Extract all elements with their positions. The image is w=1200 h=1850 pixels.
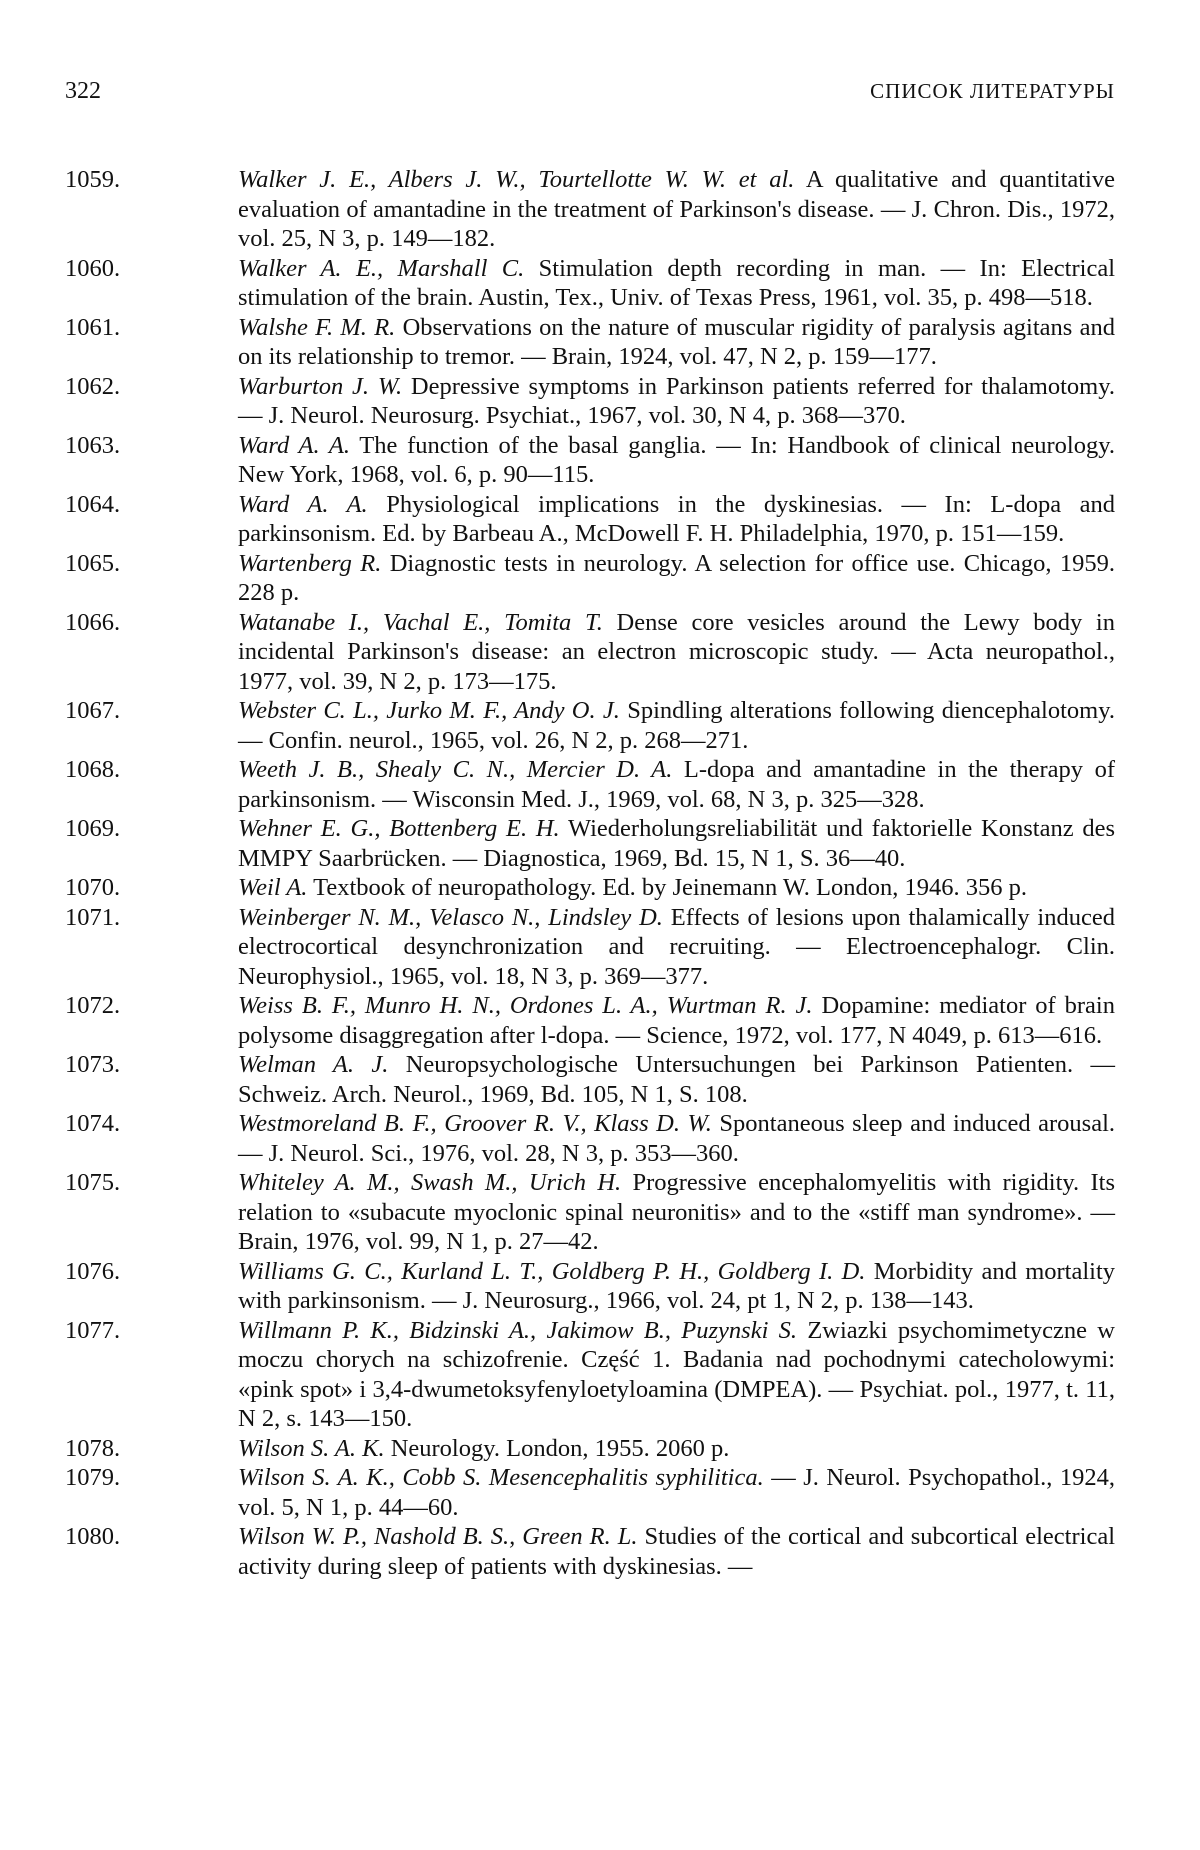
reference-body (238, 1463, 1115, 1522)
reference-item: 1065. Wartenberg R. Diagnostic tests in neurology. A selection for office use. Chicago, 1959. 228 p. (65, 549, 1115, 606)
reference-item: 1066. Watanabe I., Vachal E., Tomita T. Dense core vesicles around the Lewy body in incidental Parkinson's disease: an electron microscopic study. — Acta neuropathol., 1977, vol. 39, N 2, p. 173—175. (65, 608, 1115, 695)
reference-body (238, 755, 1115, 814)
reference-item: 1071. Weinberger N. M., Velasco N., Lindsley D. Effects of lesions upon thalamically induced electrocortical desynchronization and recruiting. — Electroencephalogr. Clin. Neurophysiol., 1965, vol. 18, N 3, p. 369—377. (65, 903, 1115, 990)
reference-authors: Webster C. L., Jurko M. F., Andy O. J. (238, 697, 620, 724)
reference-text: Depressive symptoms in Parkinson patients referred for thalamotomy. — J. Neurol. Neurosurg. Psychiat., 1967, vol. 30, N 4, p. 368—370. (238, 372, 1115, 429)
reference-body (238, 1434, 1115, 1464)
reference-authors: Weil A. (238, 874, 308, 901)
reference-item: 1072. Weiss B. F., Munro H. N., Ordones L. A., Wurtman R. J. Dopamine: mediator of brain polysome disaggregation after l-dopa. — Science, 1972, vol. 177, N 4049, p. 613—616. (65, 992, 1115, 1049)
reference-item: 1075. Whiteley A. M., Swash M., Urich H. Progressive encephalomyelitis with rigidity. Its relation to «subacute myoclonic spinal neuronitis» and to the «stiff man syndrome». — Brain, 1976, vol. 99, N 1, p. 27—42. (65, 1169, 1115, 1255)
reference-text: The function of the basal ganglia. — In: Handbook of clinical neurology. New York, 1968, vol. 6, p. 90—115. (238, 431, 1115, 488)
reference-authors: Whiteley A. M., Swash M., Urich H. (238, 1169, 622, 1196)
reference-text: Textbook of neuropathology. Ed. by Jeinemann W. London, 1946. 356 p. (307, 874, 1028, 901)
reference-authors: Walshe F. M. R. (238, 313, 396, 341)
reference-body (238, 814, 1115, 873)
reference-text: Spontaneous sleep and induced arousal. — J. Neurol. Sci., 1976, vol. 28, N 3, p. 353—360. (238, 1110, 1116, 1167)
reference-text: Morbidity and mortality with parkinsonism. — J. Neurosurg., 1966, vol. 24, pt 1, N 2, p. 138—143. (238, 1257, 1116, 1314)
reference-authors: Weiss B. F., Munro H. N., Ordones L. A., Wurtman R. J. (238, 992, 813, 1019)
reference-text: Spindling alterations following diencephalotomy. — Confin. neurol., 1965, vol. 26, N 2, p. 268—271. (238, 697, 1115, 754)
reference-text: Wiederholungsreliabilität und faktorielle Konstanz des MMPY Saarbrücken. — Diagnostica, 1969, Bd. 15, N 1, S. 36—40. (238, 815, 1116, 872)
reference-text: Dopamine: mediator of brain polysome disaggregation after l-dopa. — Science, 1972, vol. 177, N 4049, p. 613—616. (238, 992, 1115, 1049)
reference-body (238, 1050, 1115, 1109)
reference-text: Effects of lesions upon thalamically induced electrocortical desynchronization and recruiting. — Electroencephalogr. Clin. Neurophysiol., 1965, vol. 18, N 3, p. 369—377. (238, 903, 1115, 990)
reference-item: 1068. Weeth J. B., Shealy C. N., Mercier D. A. L-dopa and amantadine in the therapy of parkinsonism. — Wisconsin Med. J., 1969, vol. 68, N 3, p. 325—328. (65, 756, 1115, 813)
reference-item: 1077. Willmann P. K., Bidzinski A., Jakimow B., Puzynski S. Zwiazki psychomimetyczne w moczu chorych na schizofrenie. Część 1. Badania nad pochodnymi catecholowymi: «pink spot» i 3,4-dwumetoksyfenyloetyloamina (DMPEA). — Psychiat. pol., 1977, t. 11, N 2, s. 143—150. (65, 1316, 1115, 1432)
reference-item: 1078. Wilson S. A. K. Neurology. London, 1955. 2060 p. (150, 1434, 1115, 1464)
page-number: 322 (65, 78, 101, 104)
reference-body (238, 313, 1115, 372)
reference-authors: Willmann P. K., Bidzinski A., Jakimow B., Puzynski S. (238, 1316, 798, 1344)
reference-body (238, 490, 1115, 549)
reference-text: Physiological implications in the dyskinesias. — In: L-dopa and parkinsonism. Ed. by Barbeau A., McDowell F. H. Philadelphia, 1970, p. 151—159. (238, 490, 1115, 547)
reference-body (238, 372, 1115, 431)
page-header (65, 78, 1115, 105)
reference-body (238, 1257, 1115, 1316)
reference-authors: Westmoreland B. F., Groover R. V., Klass D. W. (238, 1110, 712, 1137)
reference-body (238, 903, 1115, 992)
reference-authors: Wehner E. G., Bottenberg E. H. (238, 815, 560, 842)
reference-authors: Wilson S. A. K. (238, 1434, 385, 1462)
reference-authors: Warburton J. W. (238, 372, 403, 400)
reference-item: 1064. Ward A. A. Physiological implications in the dyskinesias. — In: L-dopa and parkinsonism. Ed. by Barbeau A., McDowell F. H. Philadelphia, 1970, p. 151—159. (65, 490, 1115, 547)
reference-body (238, 1168, 1115, 1257)
reference-item: 1080. Wilson W. P., Nashold B. S., Green R. L. Studies of the cortical and subcortical electrical activity during sleep of patients with dyskinesias. — (65, 1523, 1116, 1580)
reference-text: Dense core vesicles around the Lewy body in incidental Parkinson's disease: an electron microscopic study. — Acta neuropathol., 1977, vol. 39, N 2, p. 173—175. (238, 608, 1115, 695)
reference-body (238, 254, 1115, 313)
reference-body (238, 696, 1115, 755)
reference-item: 1073. Welman A. J. Neuropsychologische Untersuchungen bei Parkinson Patienten. — Schweiz. Arch. Neurol., 1969, Bd. 105, N 1, S. 108. (65, 1051, 1115, 1108)
running-title: СПИСОК ЛИТЕРАТУРЫ (870, 79, 1115, 103)
reference-item: 1061. Walshe F. M. R. Observations on the nature of muscular rigidity of paralysis agitans and on its relationship to tremor. — Brain, 1924, vol. 47, N 2, p. 159—177. (65, 313, 1115, 370)
reference-item: 1059. Walker J. E., Albers J. W., Tourtellotte W. W. et al. A qualitative and quantitative evaluation of amantadine in the treatment of Parkinson's disease. — J. Chron. Dis., 1972, vol. 25, N 3, p. 149—182. (65, 166, 1115, 252)
reference-text: Diagnostic tests in neurology. A selection for office use. Chicago, 1959. 228 p. (238, 549, 1115, 606)
reference-authors: Weinberger N. M., Velasco N., Lindsley D. (238, 903, 663, 931)
reference-body (238, 608, 1115, 697)
reference-authors: Welman A. J. (238, 1051, 389, 1078)
reference-text: Stimulation depth recording in man. — In: Electrical stimulation of the brain. Austin, Tex., Univ. of Texas Press, 1961, vol. 35, p. 498—518. (238, 254, 1116, 311)
reference-text: A qualitative and quantitative evaluation of amantadine in the treatment of Parkinson's disease. — J. Chron. Dis., 1972, vol. 25, N 3, p. 149—182. (238, 166, 1115, 252)
reference-body (238, 1316, 1115, 1434)
reference-authors: Weeth J. B., Shealy C. N., Mercier D. A. (238, 756, 673, 783)
reference-item: 1079. Wilson S. A. K., Cobb S. Mesencephalitis syphilitica. — J. Neurol. Psychopathol., 1924, vol. 5, N 1, p. 44—60. (65, 1464, 1116, 1521)
reference-item: 1063. Ward A. A. The function of the basal ganglia. — In: Handbook of clinical neurology. New York, 1968, vol. 6, p. 90—115. (65, 431, 1115, 488)
reference-text: Studies of the cortical and subcortical electrical activity during sleep of patients with dyskinesias. — (238, 1523, 1116, 1580)
reference-authors: Wartenberg R. (238, 549, 382, 577)
reference-authors: Williams G. C., Kurland L. T., Goldberg P. H., Goldberg I. D. (238, 1257, 866, 1285)
reference-authors: Ward A. A. (238, 490, 368, 518)
reference-authors: Ward A. A. (238, 431, 351, 459)
reference-authors: Walker J. E., Albers J. W., Tourtellotte W. W. et al. (238, 166, 795, 193)
reference-item: 1076. Williams G. C., Kurland L. T., Goldberg P. H., Goldberg I. D. Morbidity and mortality with parkinsonism. — J. Neurosurg., 1966, vol. 24, pt 1, N 2, p. 138—143. (65, 1257, 1116, 1314)
reference-text: Neuropsychologische Untersuchungen bei Parkinson Patienten. — Schweiz. Arch. Neurol., 1969, Bd. 105, N 1, S. 108. (238, 1051, 1115, 1108)
reference-authors: Wilson W. P., Nashold B. S., Green R. L. (238, 1523, 638, 1550)
reference-item: 1069. Wehner E. G., Bottenberg E. H. Wiederholungsreliabilität und faktorielle Konstanz des MMPY Saarbrücken. — Diagnostica, 1969, Bd. 15, N 1, S. 36—40. (65, 815, 1116, 872)
reference-text: Progressive encephalomyelitis with rigidity. Its relation to «subacute myoclonic spinal neuronitis» and to the «stiff man syndrome». — Brain, 1976, vol. 99, N 1, p. 27—42. (238, 1169, 1115, 1255)
reference-body (238, 165, 1115, 254)
reference-body (238, 431, 1115, 490)
reference-authors: Walker A. E., Marshall C. (238, 254, 525, 282)
reference-text: Neurology. London, 1955. 2060 p. (384, 1434, 730, 1462)
reference-item: 1067. Webster C. L., Jurko M. F., Andy O. J. Spindling alterations following diencephalotomy. — Confin. neurol., 1965, vol. 26, N 2, p. 268—271. (65, 697, 1115, 754)
reference-item: 1074. Westmoreland B. F., Groover R. V., Klass D. W. Spontaneous sleep and induced arousal. — J. Neurol. Sci., 1976, vol. 28, N 3, p. 353—360. (65, 1110, 1116, 1167)
reference-body (238, 549, 1115, 608)
reference-text: Zwiazki psychomimetyczne w moczu chorych na schizofrenie. Część 1. Badania nad pochodnymi catecholowymi: «pink spot» i 3,4-dwumetoksyfenyloetyloamina (DMPEA). — Psychiat. pol., 1977, t. 11, N 2, s. 143—150. (238, 1316, 1115, 1432)
reference-text: L-dopa and amantadine in the therapy of parkinsonism. — Wisconsin Med. J., 1969, vol. 68, N 3, p. 325—328. (238, 756, 1115, 813)
reference-text: — J. Neurol. Psychopathol., 1924, vol. 5, N 1, p. 44—60. (238, 1464, 1116, 1521)
reference-item: 1070. Weil A. Textbook of neuropathology. Ed. by Jeinemann W. London, 1946. 356 p. (150, 873, 1115, 903)
reference-text: Observations on the nature of muscular rigidity of paralysis agitans and on its relationship to tremor. — Brain, 1924, vol. 47, N 2, p. 159—177. (238, 313, 1115, 370)
reference-item: 1060. Walker A. E., Marshall C. Stimulation depth recording in man. — In: Electrical stimulation of the brain. Austin, Tex., Univ. of Texas Press, 1961, vol. 35, p. 498—518. (65, 254, 1116, 311)
reference-authors: Watanabe I., Vachal E., Tomita T. (238, 608, 603, 636)
reference-body (238, 1522, 1115, 1581)
reference-body (238, 1109, 1115, 1168)
reference-list (65, 165, 1116, 1581)
reference-body (238, 873, 1115, 903)
reference-item: 1062. Warburton J. W. Depressive symptoms in Parkinson patients referred for thalamotomy. — J. Neurol. Neurosurg. Psychiat., 1967, vol. 30, N 4, p. 368—370. (65, 372, 1115, 429)
reference-authors: Wilson S. A. K., Cobb S. Mesencephalitis syphilitica. (238, 1464, 764, 1491)
reference-body (238, 991, 1115, 1050)
